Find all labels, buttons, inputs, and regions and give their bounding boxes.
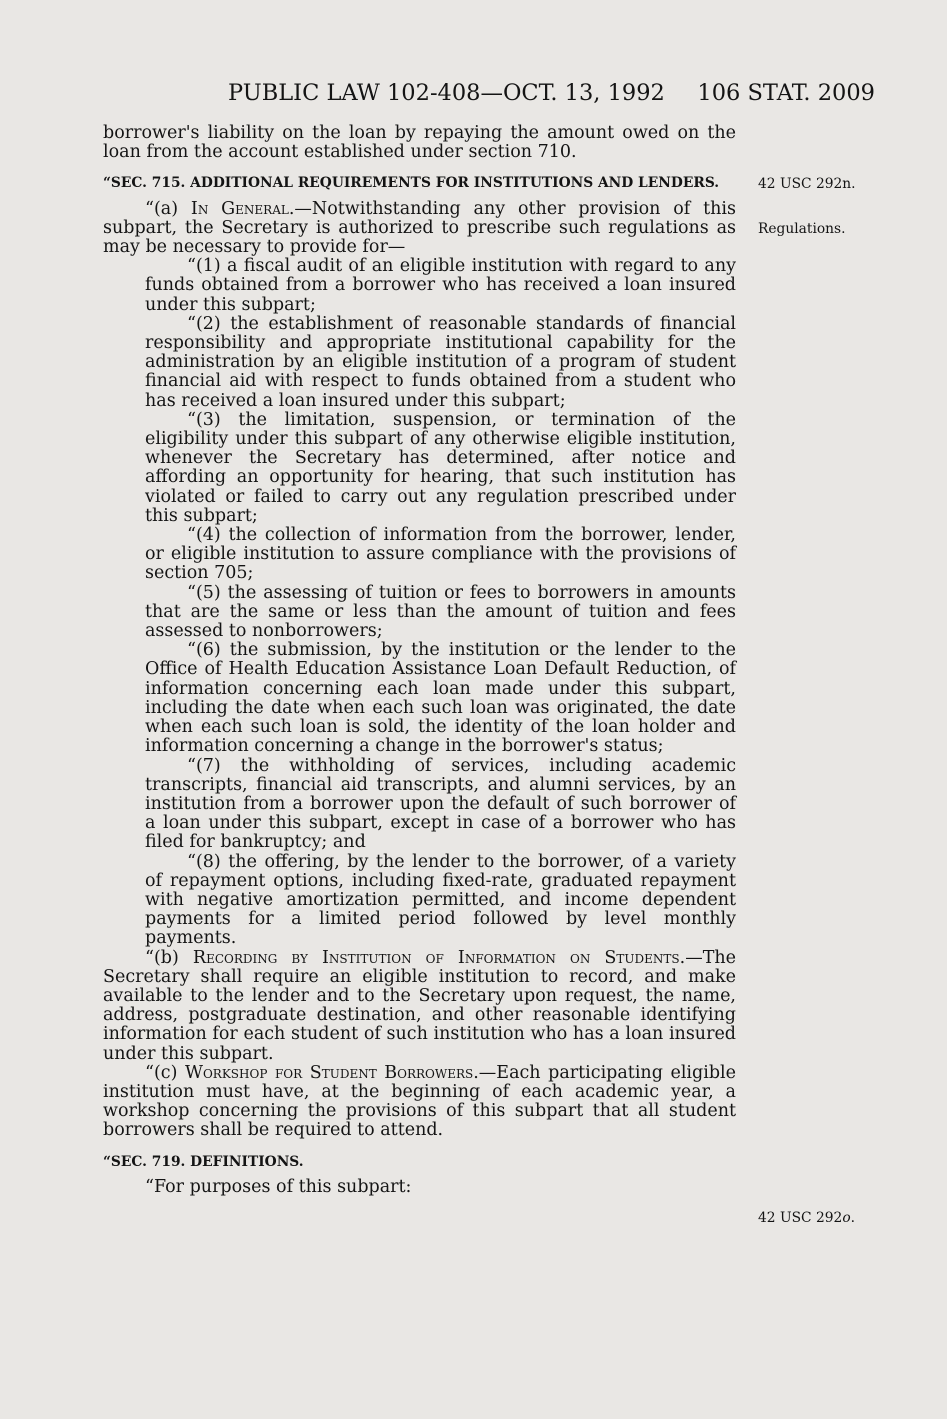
margin-note-usc-292o-letter: o (842, 1210, 851, 1226)
header-title: PUBLIC LAW 102-408—OCT. 13, 1992 (228, 80, 665, 106)
paragraph-c-heading: Workshop for Student Borrowers. (184, 1062, 479, 1083)
list-item-5: “(5) the assessing of tuition or fees to borrowers in amounts that are the same or less than the amount of tuition and fees assessed to nonborrowers; (145, 582, 736, 642)
margin-note-regulations: Regulations. (758, 221, 846, 237)
paragraph-b-text: —The Secretary shall require an eligible institution to record, and make available to the lender and to the Secretary upon request, the name, address, postgraduate destination, and other reasonable identifying information for each student of such institution who has a loan insured under this subpart. (103, 947, 736, 1064)
paragraph-c-text: —Each participating eligible institution must have, at the beginning of each academic year, a workshop concerning the provisions of this subpart that all student borrowers shall be required to attend. (103, 1062, 736, 1141)
paragraph-b-heading: Recording by Institution of Information on Students. (192, 947, 686, 968)
paragraph-b (103, 949, 736, 1064)
page-header (0, 80, 947, 112)
list-item-2: “(2) the establishment of reasonable standards of financial responsibility and appropriate institutional capability for the administration by an eligible institution of a program of student financial aid with respect to funds obtained from a student who has received a loan insured under this subpart; (145, 313, 736, 411)
margin-note-usc-292o-prefix: 42 USC 292 (758, 1210, 843, 1226)
paragraph-c-open: “(c) (145, 1062, 185, 1083)
paragraph-a-heading: In General. (190, 198, 295, 219)
paragraph-a (103, 200, 736, 258)
paragraph-b-open: “(b) (145, 947, 193, 968)
list-item-1: “(1) a fiscal audit of an eligible institution with regard to any funds obtained from a borrower who has received a loan insured under this subpart; (145, 256, 736, 315)
section-715-heading: “SEC. 715. ADDITIONAL REQUIREMENTS FOR INSTITUTIONS AND LENDERS. (103, 175, 720, 192)
definitions-intro: “For purposes of this subpart: (145, 1176, 412, 1197)
list-item-7: “(7) the withholding of services, including academic transcripts, financial aid transcripts, and alumni services, by an institution from a borrower upon the default of such borrower of a loan under this subpart, except in case of a borrower who has filed for bankruptcy; and (145, 755, 736, 853)
continuation-paragraph: borrower's liability on the loan by repaying the amount owed on the loan from the account established under section 710. (103, 123, 736, 163)
list-item-3: “(3) the limitation, suspension, or termination of the eligibility under this subpart of any otherwise eligible institution, whenever the Secretary has determined, after notice and affording an opportunity for hearing, that such institution has violated or failed to carry out any regulation prescribed under this subpart; (145, 409, 736, 526)
paragraph-a-open: “(a) (145, 198, 191, 219)
list-item-4: “(4) the collection of information from the borrower, lender, or eligible institution to assure compliance with the provisions of section 705; (145, 525, 736, 584)
paragraph-c (103, 1064, 736, 1141)
margin-note-usc-292o-suffix: . (850, 1210, 856, 1226)
list-item-8: “(8) the offering, by the lender to the borrower, of a variety of repayment options, including fixed-rate, graduated repayment with negative amortization permitted, and income dependent payments for a limited period followed by level monthly payments. (145, 851, 736, 949)
margin-note-usc-292o (758, 1210, 855, 1226)
section-719-heading: “SEC. 719. DEFINITIONS. (103, 1153, 304, 1170)
document-body (103, 124, 736, 1197)
header-stat-page: 106 STAT. 2009 (697, 80, 875, 106)
paragraph-a-text: —Notwithstanding any other provision of this subpart, the Secretary is authorized to prescribe such regulations as may be necessary to provide for— (103, 198, 736, 258)
list-item-6: “(6) the submission, by the institution or the lender to the Office of Health Education Assistance Loan Default Reduction, of information concerning each loan made under this subpart, including the date when each such loan was originated, the date when each such loan is sold, the identity of the loan holder and information concerning a change in the borrower's status; (145, 640, 736, 757)
margin-note-usc-292n: 42 USC 292n. (758, 176, 856, 192)
